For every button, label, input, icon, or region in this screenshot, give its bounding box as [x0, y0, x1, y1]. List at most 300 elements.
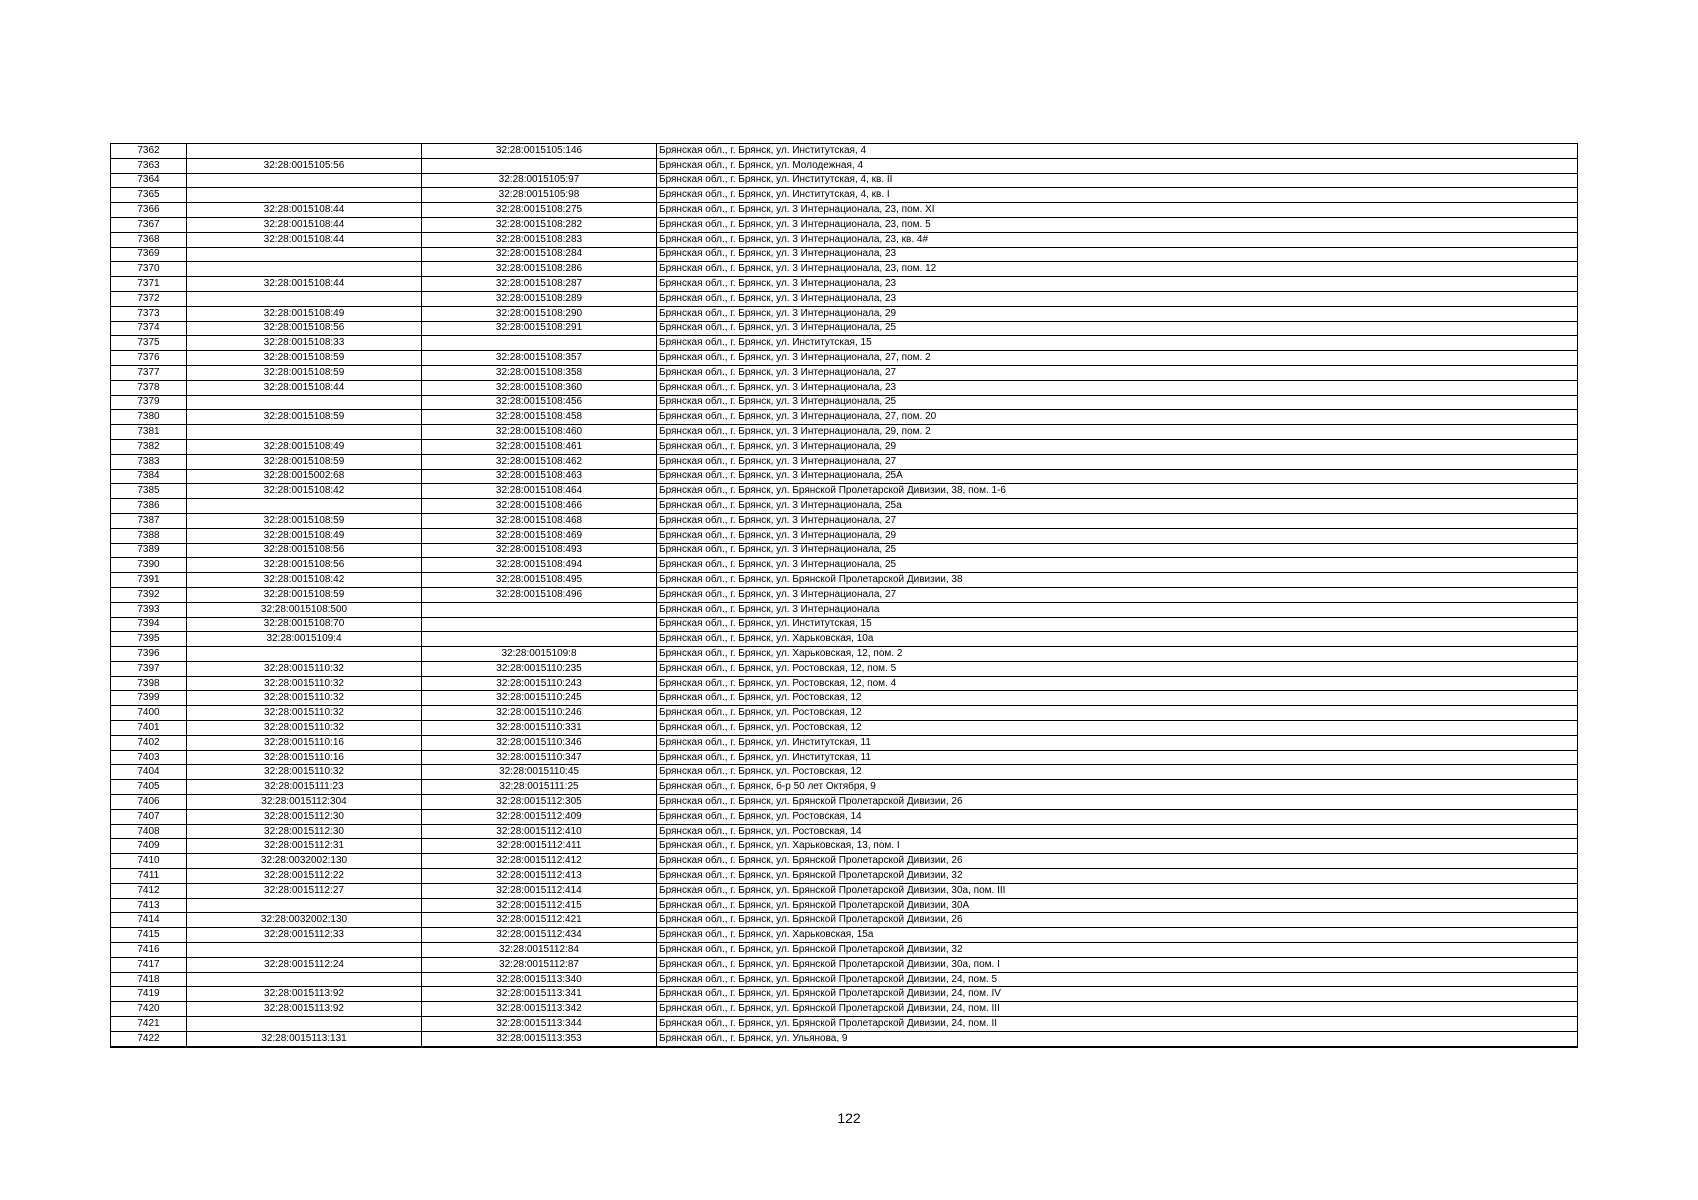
land-plot-number-cell: 32:28:0015112:33	[187, 928, 422, 943]
land-plot-number-cell	[187, 943, 422, 958]
object-number-cell: 32:28:0015108:466	[422, 499, 657, 514]
address-cell: Брянская обл., г. Брянск, ул. 3 Интернационала, 23	[657, 291, 1578, 306]
object-number-cell	[422, 336, 657, 351]
object-number-cell: 32:28:0015112:305	[422, 795, 657, 810]
address-cell: Брянская обл., г. Брянск, ул. Брянской Пролетарской Дивизии, 30А	[657, 898, 1578, 913]
table-row	[111, 395, 1578, 410]
table-row	[111, 499, 1578, 514]
land-plot-number-cell	[187, 144, 422, 159]
address-cell: Брянская обл., г. Брянск, ул. 3 Интернационала	[657, 602, 1578, 617]
land-plot-number-cell	[187, 291, 422, 306]
land-plot-number-cell: 32:28:0015110:32	[187, 676, 422, 691]
object-number-cell: 32:28:0015108:464	[422, 484, 657, 499]
object-number-cell: 32:28:0015112:413	[422, 869, 657, 884]
row-number-cell: 7408	[111, 824, 187, 839]
object-number-cell: 32:28:0015105:146	[422, 144, 657, 159]
address-cell: Брянская обл., г. Брянск, ул. 3 Интернационала, 27	[657, 513, 1578, 528]
land-plot-number-cell: 32:28:0015108:49	[187, 306, 422, 321]
page-number: 122	[837, 1110, 861, 1126]
row-number-cell: 7370	[111, 262, 187, 277]
object-number-cell: 32:28:0015105:97	[422, 173, 657, 188]
row-number-cell: 7378	[111, 380, 187, 395]
table-row	[111, 987, 1578, 1002]
object-number-cell: 32:28:0015108:458	[422, 410, 657, 425]
table-row	[111, 277, 1578, 292]
land-plot-number-cell: 32:28:0015108:59	[187, 410, 422, 425]
address-cell: Брянская обл., г. Брянск, ул. Институтская, 4	[657, 144, 1578, 159]
address-cell: Брянская обл., г. Брянск, ул. Брянской Пролетарской Дивизии, 24, пом. III	[657, 1002, 1578, 1017]
land-plot-number-cell: 32:28:0015108:44	[187, 203, 422, 218]
table-row	[111, 765, 1578, 780]
table-row	[111, 306, 1578, 321]
land-plot-number-cell: 32:28:0015112:30	[187, 824, 422, 839]
table-row	[111, 291, 1578, 306]
object-number-cell: 32:28:0015108:283	[422, 232, 657, 247]
address-cell: Брянская обл., г. Брянск, ул. 3 Интернационала, 23, пом. 12	[657, 262, 1578, 277]
object-number-cell: 32:28:0015108:287	[422, 277, 657, 292]
address-cell: Брянская обл., г. Брянск, ул. Институтская, 11	[657, 750, 1578, 765]
row-number-cell: 7404	[111, 765, 187, 780]
table-row	[111, 203, 1578, 218]
table-row	[111, 469, 1578, 484]
table-row	[111, 380, 1578, 395]
address-cell: Брянская обл., г. Брянск, ул. Институтская, 15	[657, 617, 1578, 632]
land-plot-number-cell: 32:28:0015110:32	[187, 765, 422, 780]
address-cell: Брянская обл., г. Брянск, ул. 3 Интернационала, 23, пом. XI	[657, 203, 1578, 218]
land-plot-number-cell: 32:28:0015108:500	[187, 602, 422, 617]
address-cell: Брянская обл., г. Брянск, ул. 3 Интернационала, 27	[657, 587, 1578, 602]
table-row	[111, 513, 1578, 528]
land-plot-number-cell: 32:28:0015110:32	[187, 706, 422, 721]
object-number-cell: 32:28:0015113:344	[422, 1017, 657, 1032]
object-number-cell: 32:28:0015111:25	[422, 780, 657, 795]
object-number-cell: 32:28:0015108:291	[422, 321, 657, 336]
row-number-cell: 7365	[111, 188, 187, 203]
object-number-cell: 32:28:0015108:456	[422, 395, 657, 410]
row-number-cell: 7374	[111, 321, 187, 336]
table-row	[111, 484, 1578, 499]
object-number-cell: 32:28:0015108:289	[422, 291, 657, 306]
address-cell: Брянская обл., г. Брянск, ул. 3 Интернационала, 23, пом. 5	[657, 217, 1578, 232]
row-number-cell: 7405	[111, 780, 187, 795]
address-cell: Брянская обл., г. Брянск, ул. Брянской Пролетарской Дивизии, 24, пом. 5	[657, 972, 1578, 987]
land-plot-number-cell	[187, 247, 422, 262]
address-cell: Брянская обл., г. Брянск, ул. Харьковская, 10а	[657, 632, 1578, 647]
land-plot-number-cell: 32:28:0015108:33	[187, 336, 422, 351]
table-row	[111, 898, 1578, 913]
address-cell: Брянская обл., г. Брянск, ул. Брянской Пролетарской Дивизии, 30а, пом. III	[657, 883, 1578, 898]
address-cell: Брянская обл., г. Брянск, ул. Брянской Пролетарской Дивизии, 26	[657, 854, 1578, 869]
land-plot-number-cell	[187, 173, 422, 188]
land-plot-number-cell: 32:28:0015111:23	[187, 780, 422, 795]
row-number-cell: 7364	[111, 173, 187, 188]
object-number-cell: 32:28:0015108:460	[422, 425, 657, 440]
object-number-cell: 32:28:0015110:235	[422, 661, 657, 676]
table-row	[111, 735, 1578, 750]
object-number-cell: 32:28:0015109:8	[422, 647, 657, 662]
object-number-cell: 32:28:0015108:290	[422, 306, 657, 321]
row-number-cell: 7386	[111, 499, 187, 514]
address-cell: Брянская обл., г. Брянск, ул. Брянской Пролетарской Дивизии, 30а, пом. I	[657, 957, 1578, 972]
table-body	[111, 144, 1578, 1047]
object-number-cell: 32:28:0015108:469	[422, 528, 657, 543]
object-number-cell: 32:28:0015113:342	[422, 1002, 657, 1017]
address-cell: Брянская обл., г. Брянск, ул. Брянской Пролетарской Дивизии, 26	[657, 795, 1578, 810]
table-row	[111, 232, 1578, 247]
land-plot-number-cell: 32:28:0015112:31	[187, 839, 422, 854]
row-number-cell: 7366	[111, 203, 187, 218]
row-number-cell: 7409	[111, 839, 187, 854]
address-cell: Брянская обл., г. Брянск, ул. Харьковская, 15а	[657, 928, 1578, 943]
row-number-cell: 7368	[111, 232, 187, 247]
land-plot-number-cell	[187, 972, 422, 987]
object-number-cell: 32:28:0015110:346	[422, 735, 657, 750]
land-plot-number-cell	[187, 188, 422, 203]
table-row	[111, 1031, 1578, 1046]
address-cell: Брянская обл., г. Брянск, ул. 3 Интернационала, 29	[657, 528, 1578, 543]
land-plot-number-cell	[187, 898, 422, 913]
row-number-cell: 7379	[111, 395, 187, 410]
address-cell: Брянская обл., г. Брянск, ул. Харьковская, 12, пом. 2	[657, 647, 1578, 662]
row-number-cell: 7377	[111, 365, 187, 380]
table-row	[111, 321, 1578, 336]
land-plot-number-cell: 32:28:0015108:44	[187, 277, 422, 292]
object-number-cell: 32:28:0015108:286	[422, 262, 657, 277]
table-row	[111, 795, 1578, 810]
address-cell: Брянская обл., г. Брянск, ул. 3 Интернационала, 29	[657, 306, 1578, 321]
object-number-cell: 32:28:0015105:98	[422, 188, 657, 203]
row-number-cell: 7388	[111, 528, 187, 543]
table-row	[111, 617, 1578, 632]
address-cell: Брянская обл., г. Брянск, ул. Ростовская, 12	[657, 706, 1578, 721]
row-number-cell: 7400	[111, 706, 187, 721]
land-plot-number-cell: 32:28:0015108:59	[187, 351, 422, 366]
object-number-cell: 32:28:0015110:243	[422, 676, 657, 691]
object-number-cell: 32:28:0015112:409	[422, 809, 657, 824]
row-number-cell: 7402	[111, 735, 187, 750]
table-row	[111, 647, 1578, 662]
object-number-cell: 32:28:0015113:353	[422, 1031, 657, 1046]
land-plot-number-cell: 32:28:0032002:130	[187, 913, 422, 928]
land-plot-number-cell: 32:28:0015110:32	[187, 691, 422, 706]
object-number-cell: 32:28:0015108:493	[422, 543, 657, 558]
address-cell: Брянская обл., г. Брянск, ул. 3 Интернационала, 23	[657, 247, 1578, 262]
address-cell: Брянская обл., г. Брянск, ул. Брянской Пролетарской Дивизии, 38	[657, 573, 1578, 588]
table-row	[111, 928, 1578, 943]
address-cell: Брянская обл., г. Брянск, ул. Ростовская, 14	[657, 809, 1578, 824]
address-cell: Брянская обл., г. Брянск, ул. 3 Интернационала, 23	[657, 277, 1578, 292]
land-plot-number-cell: 32:28:0015113:92	[187, 1002, 422, 1017]
table-row	[111, 1017, 1578, 1032]
land-plot-number-cell: 32:28:0015112:27	[187, 883, 422, 898]
table-row	[111, 602, 1578, 617]
address-cell: Брянская обл., г. Брянск, ул. Институтская, 11	[657, 735, 1578, 750]
land-plot-number-cell: 32:28:0015108:59	[187, 513, 422, 528]
land-plot-number-cell	[187, 499, 422, 514]
land-plot-number-cell: 32:28:0015110:32	[187, 721, 422, 736]
table-row	[111, 217, 1578, 232]
land-plot-number-cell: 32:28:0032002:130	[187, 854, 422, 869]
object-number-cell: 32:28:0015108:463	[422, 469, 657, 484]
object-number-cell: 32:28:0015112:412	[422, 854, 657, 869]
table-row	[111, 632, 1578, 647]
table-row	[111, 676, 1578, 691]
object-number-cell	[422, 617, 657, 632]
table-row	[111, 425, 1578, 440]
address-cell: Брянская обл., г. Брянск, ул. 3 Интернационала, 29, пом. 2	[657, 425, 1578, 440]
row-number-cell: 7372	[111, 291, 187, 306]
table-row	[111, 824, 1578, 839]
table-row	[111, 943, 1578, 958]
land-plot-number-cell: 32:28:0015113:92	[187, 987, 422, 1002]
address-cell: Брянская обл., г. Брянск, ул. Брянской Пролетарской Дивизии, 32	[657, 943, 1578, 958]
row-number-cell: 7418	[111, 972, 187, 987]
table-row	[111, 587, 1578, 602]
table-row	[111, 543, 1578, 558]
object-number-cell: 32:28:0015112:415	[422, 898, 657, 913]
row-number-cell: 7413	[111, 898, 187, 913]
row-number-cell: 7376	[111, 351, 187, 366]
object-number-cell: 32:28:0015112:414	[422, 883, 657, 898]
land-plot-number-cell: 32:28:0015108:42	[187, 484, 422, 499]
object-number-cell: 32:28:0015108:495	[422, 573, 657, 588]
address-cell: Брянская обл., г. Брянск, ул. Брянской Пролетарской Дивизии, 32	[657, 869, 1578, 884]
row-number-cell: 7385	[111, 484, 187, 499]
land-plot-number-cell: 32:28:0015108:56	[187, 321, 422, 336]
address-cell: Брянская обл., г. Брянск, ул. Институтская, 4, кв. II	[657, 173, 1578, 188]
object-number-cell: 32:28:0015112:410	[422, 824, 657, 839]
table-row	[111, 809, 1578, 824]
land-plot-number-cell: 32:28:0015109:4	[187, 632, 422, 647]
address-cell: Брянская обл., г. Брянск, ул. Харьковская, 13, пом. I	[657, 839, 1578, 854]
table-row	[111, 869, 1578, 884]
address-cell: Брянская обл., г. Брянск, ул. Ростовская, 12	[657, 765, 1578, 780]
row-number-cell: 7393	[111, 602, 187, 617]
object-number-cell: 32:28:0015108:496	[422, 587, 657, 602]
row-number-cell: 7373	[111, 306, 187, 321]
object-number-cell: 32:28:0015113:341	[422, 987, 657, 1002]
object-number-cell: 32:28:0015112:87	[422, 957, 657, 972]
object-number-cell: 32:28:0015108:461	[422, 439, 657, 454]
object-number-cell: 32:28:0015110:245	[422, 691, 657, 706]
land-plot-number-cell: 32:28:0015002:68	[187, 469, 422, 484]
address-cell: Брянская обл., г. Брянск, ул. Ростовская, 12, пом. 4	[657, 676, 1578, 691]
object-number-cell: 32:28:0015112:421	[422, 913, 657, 928]
object-number-cell: 32:28:0015110:246	[422, 706, 657, 721]
object-number-cell: 32:28:0015108:468	[422, 513, 657, 528]
row-number-cell: 7375	[111, 336, 187, 351]
table-row	[111, 158, 1578, 173]
object-number-cell: 32:28:0015113:340	[422, 972, 657, 987]
table-row	[111, 573, 1578, 588]
table-row	[111, 528, 1578, 543]
table-row	[111, 661, 1578, 676]
land-plot-number-cell: 32:28:0015110:16	[187, 735, 422, 750]
object-number-cell: 32:28:0015108:358	[422, 365, 657, 380]
row-number-cell: 7412	[111, 883, 187, 898]
row-number-cell: 7406	[111, 795, 187, 810]
address-cell: Брянская обл., г. Брянск, ул. Ростовская, 12	[657, 721, 1578, 736]
land-plot-number-cell: 32:28:0015108:56	[187, 543, 422, 558]
object-number-cell: 32:28:0015108:494	[422, 558, 657, 573]
table-row	[111, 365, 1578, 380]
row-number-cell: 7394	[111, 617, 187, 632]
land-plot-number-cell: 32:28:0015108:56	[187, 558, 422, 573]
land-plot-number-cell	[187, 647, 422, 662]
object-number-cell: 32:28:0015108:357	[422, 351, 657, 366]
table-row	[111, 957, 1578, 972]
table-row	[111, 883, 1578, 898]
object-number-cell: 32:28:0015112:434	[422, 928, 657, 943]
land-plot-number-cell: 32:28:0015110:32	[187, 661, 422, 676]
row-number-cell: 7416	[111, 943, 187, 958]
land-plot-number-cell: 32:28:0015110:16	[187, 750, 422, 765]
row-number-cell: 7387	[111, 513, 187, 528]
table-row	[111, 351, 1578, 366]
address-cell: Брянская обл., г. Брянск, ул. 3 Интернационала, 27	[657, 365, 1578, 380]
table-row	[111, 750, 1578, 765]
land-plot-number-cell: 32:28:0015112:22	[187, 869, 422, 884]
row-number-cell: 7396	[111, 647, 187, 662]
object-number-cell: 32:28:0015108:284	[422, 247, 657, 262]
land-plot-number-cell	[187, 262, 422, 277]
row-number-cell: 7363	[111, 158, 187, 173]
row-number-cell: 7371	[111, 277, 187, 292]
row-number-cell: 7395	[111, 632, 187, 647]
row-number-cell: 7392	[111, 587, 187, 602]
row-number-cell: 7407	[111, 809, 187, 824]
row-number-cell: 7421	[111, 1017, 187, 1032]
table-row	[111, 262, 1578, 277]
row-number-cell: 7420	[111, 1002, 187, 1017]
row-number-cell: 7367	[111, 217, 187, 232]
table-row	[111, 410, 1578, 425]
object-number-cell: 32:28:0015112:411	[422, 839, 657, 854]
address-cell: Брянская обл., г. Брянск, ул. 3 Интернационала, 27, пом. 2	[657, 351, 1578, 366]
table-row	[111, 558, 1578, 573]
land-plot-number-cell: 32:28:0015112:30	[187, 809, 422, 824]
table-row	[111, 173, 1578, 188]
table-row	[111, 1002, 1578, 1017]
address-cell: Брянская обл., г. Брянск, б-р 50 лет Октября, 9	[657, 780, 1578, 795]
row-number-cell: 7422	[111, 1031, 187, 1046]
address-cell: Брянская обл., г. Брянск, ул. 3 Интернационала, 27	[657, 454, 1578, 469]
address-cell: Брянская обл., г. Брянск, ул. 3 Интернационала, 25А	[657, 469, 1578, 484]
address-cell: Брянская обл., г. Брянск, ул. Ростовская, 14	[657, 824, 1578, 839]
object-number-cell	[422, 158, 657, 173]
table-row	[111, 854, 1578, 869]
land-plot-number-cell: 32:28:0015108:59	[187, 365, 422, 380]
land-plot-number-cell: 32:28:0015108:42	[187, 573, 422, 588]
row-number-cell: 7401	[111, 721, 187, 736]
table-row	[111, 188, 1578, 203]
land-plot-number-cell: 32:28:0015112:304	[187, 795, 422, 810]
land-plot-number-cell: 32:28:0015108:59	[187, 454, 422, 469]
address-cell: Брянская обл., г. Брянск, ул. Брянской Пролетарской Дивизии, 38, пом. 1-6	[657, 484, 1578, 499]
object-number-cell	[422, 602, 657, 617]
address-cell: Брянская обл., г. Брянск, ул. Ростовская, 12, пом. 5	[657, 661, 1578, 676]
row-number-cell: 7411	[111, 869, 187, 884]
table-row	[111, 721, 1578, 736]
land-plot-number-cell	[187, 395, 422, 410]
row-number-cell: 7391	[111, 573, 187, 588]
table-row	[111, 439, 1578, 454]
row-number-cell: 7362	[111, 144, 187, 159]
row-number-cell: 7419	[111, 987, 187, 1002]
row-number-cell: 7390	[111, 558, 187, 573]
land-plot-number-cell: 32:28:0015112:24	[187, 957, 422, 972]
address-cell: Брянская обл., г. Брянск, ул. 3 Интернационала, 25	[657, 395, 1578, 410]
table-row	[111, 144, 1578, 159]
row-number-cell: 7410	[111, 854, 187, 869]
land-plot-number-cell: 32:28:0015108:59	[187, 587, 422, 602]
address-cell: Брянская обл., г. Брянск, ул. Институтская, 15	[657, 336, 1578, 351]
row-number-cell: 7417	[111, 957, 187, 972]
land-plot-number-cell: 32:28:0015108:44	[187, 380, 422, 395]
land-plot-number-cell: 32:28:0015113:131	[187, 1031, 422, 1046]
table-row	[111, 972, 1578, 987]
address-cell: Брянская обл., г. Брянск, ул. Ростовская, 12	[657, 691, 1578, 706]
land-plot-number-cell	[187, 425, 422, 440]
object-number-cell: 32:28:0015110:331	[422, 721, 657, 736]
row-number-cell: 7381	[111, 425, 187, 440]
address-cell: Брянская обл., г. Брянск, ул. 3 Интернационала, 27, пом. 20	[657, 410, 1578, 425]
address-cell: Брянская обл., г. Брянск, ул. 3 Интернационала, 23	[657, 380, 1578, 395]
row-number-cell: 7397	[111, 661, 187, 676]
table-row	[111, 247, 1578, 262]
address-cell: Брянская обл., г. Брянск, ул. Брянской Пролетарской Дивизии, 24, пом. IV	[657, 987, 1578, 1002]
land-plot-number-cell: 32:28:0015108:44	[187, 232, 422, 247]
row-number-cell: 7415	[111, 928, 187, 943]
address-cell: Брянская обл., г. Брянск, ул. 3 Интернационала, 25	[657, 558, 1578, 573]
address-cell: Брянская обл., г. Брянск, ул. 3 Интернационала, 29	[657, 439, 1578, 454]
land-plot-number-cell: 32:28:0015108:44	[187, 217, 422, 232]
row-number-cell: 7414	[111, 913, 187, 928]
address-cell: Брянская обл., г. Брянск, ул. Брянской Пролетарской Дивизии, 24, пом. II	[657, 1017, 1578, 1032]
table-row	[111, 336, 1578, 351]
address-cell: Брянская обл., г. Брянск, ул. Молодежная, 4	[657, 158, 1578, 173]
table-row	[111, 839, 1578, 854]
row-number-cell: 7384	[111, 469, 187, 484]
row-number-cell: 7382	[111, 439, 187, 454]
row-number-cell: 7403	[111, 750, 187, 765]
row-number-cell: 7383	[111, 454, 187, 469]
address-cell: Брянская обл., г. Брянск, ул. Брянской Пролетарской Дивизии, 26	[657, 913, 1578, 928]
address-cell: Брянская обл., г. Брянск, ул. 3 Интернационала, 25	[657, 321, 1578, 336]
land-plot-number-cell: 32:28:0015108:70	[187, 617, 422, 632]
land-plot-number-cell	[187, 1017, 422, 1032]
registry-table	[110, 143, 1578, 1048]
row-number-cell: 7389	[111, 543, 187, 558]
row-number-cell: 7369	[111, 247, 187, 262]
object-number-cell: 32:28:0015108:282	[422, 217, 657, 232]
address-cell: Брянская обл., г. Брянск, ул. 3 Интернационала, 25	[657, 543, 1578, 558]
table-row	[111, 780, 1578, 795]
object-number-cell: 32:28:0015110:347	[422, 750, 657, 765]
object-number-cell: 32:28:0015108:275	[422, 203, 657, 218]
row-number-cell: 7399	[111, 691, 187, 706]
table-row	[111, 913, 1578, 928]
land-plot-number-cell: 32:28:0015105:56	[187, 158, 422, 173]
object-number-cell: 32:28:0015108:360	[422, 380, 657, 395]
object-number-cell: 32:28:0015112:84	[422, 943, 657, 958]
table-row	[111, 691, 1578, 706]
address-cell: Брянская обл., г. Брянск, ул. Институтская, 4, кв. I	[657, 188, 1578, 203]
land-plot-number-cell: 32:28:0015108:49	[187, 439, 422, 454]
object-number-cell	[422, 632, 657, 647]
object-number-cell: 32:28:0015110:45	[422, 765, 657, 780]
row-number-cell: 7380	[111, 410, 187, 425]
